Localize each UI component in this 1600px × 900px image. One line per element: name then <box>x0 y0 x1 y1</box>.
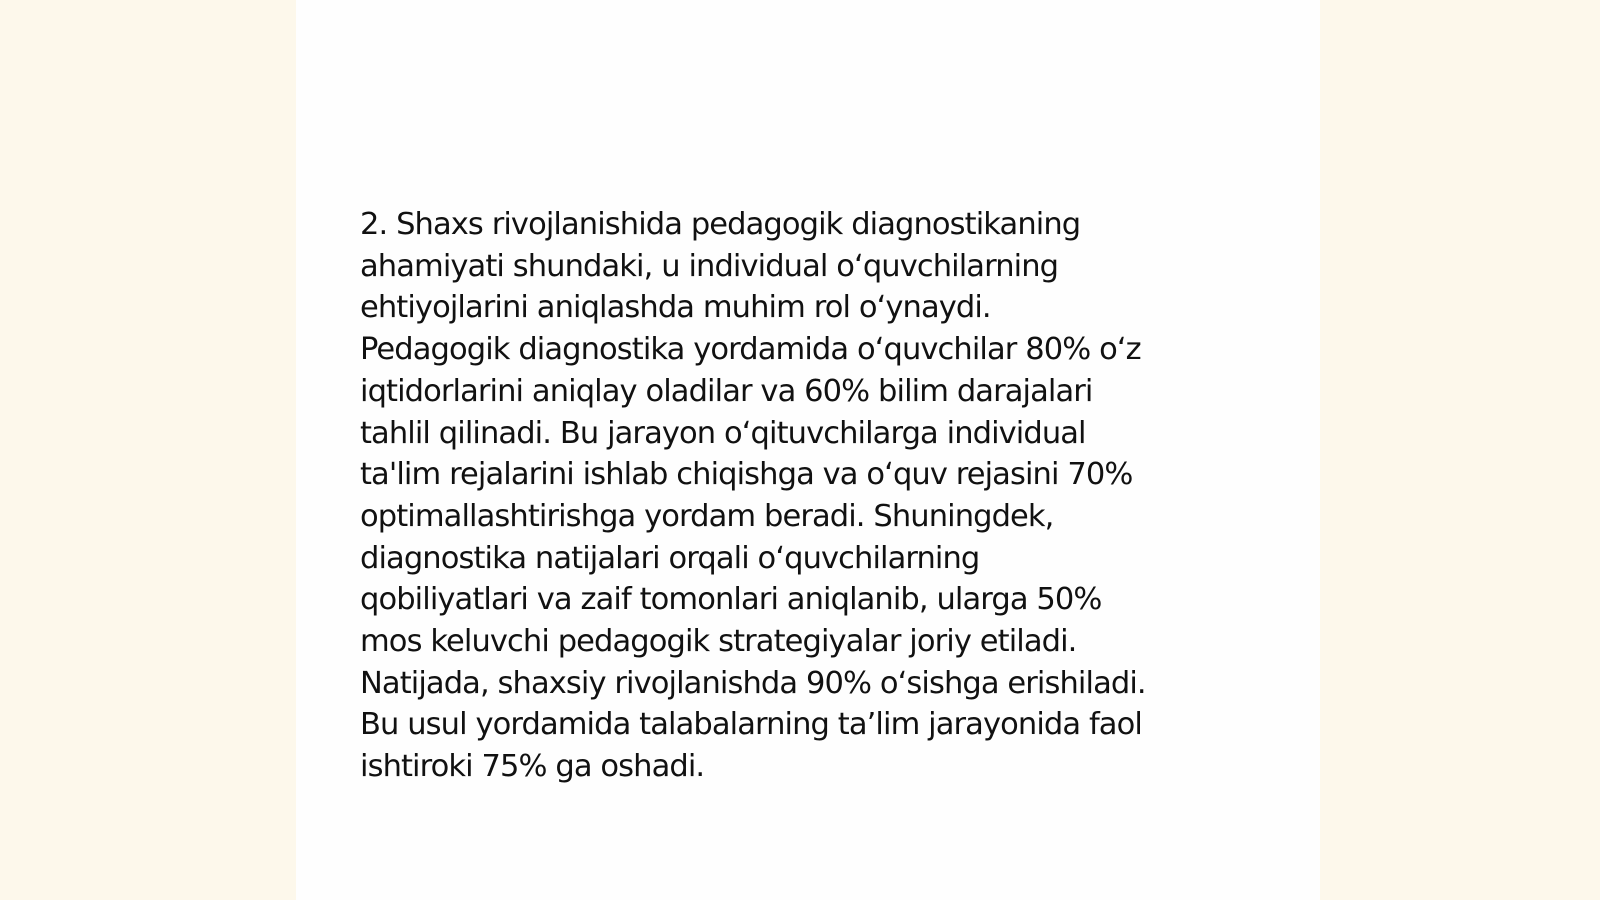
slide-body-text: 2. Shaxs rivojlanishida pedagogik diagnostikaning ahamiyati shundaki, u individual o‘quvchilarning ehtiyojlarini aniqlashda muhim rol o‘ynaydi. Pedagogik diagnostika yordamida o‘quvchilar 80% o‘z iqtidorlarini aniqlay oladilar va 60% bilim darajalari tahlil qilinadi. Bu jarayon o‘qituvchilarga individual ta'lim rejalarini ishlab chiqishga va o‘quv rejasini 70% optimallashtirishga yordam beradi. Shuningdek, diagnostika natijalari orqali o‘quvchilarning qobiliyatlari va zaif tomonlari aniqlanib, ularga 50% mos keluvchi pedagogik strategiyalar joriy etiladi. Natijada, shaxsiy rivojlanishda 90% o‘sishga erishiladi. Bu usul yordamida talabalarning ta’lim jarayonida faol ishtiroki 75% ga oshadi. <box>360 207 1146 785</box>
slide <box>296 0 1320 900</box>
